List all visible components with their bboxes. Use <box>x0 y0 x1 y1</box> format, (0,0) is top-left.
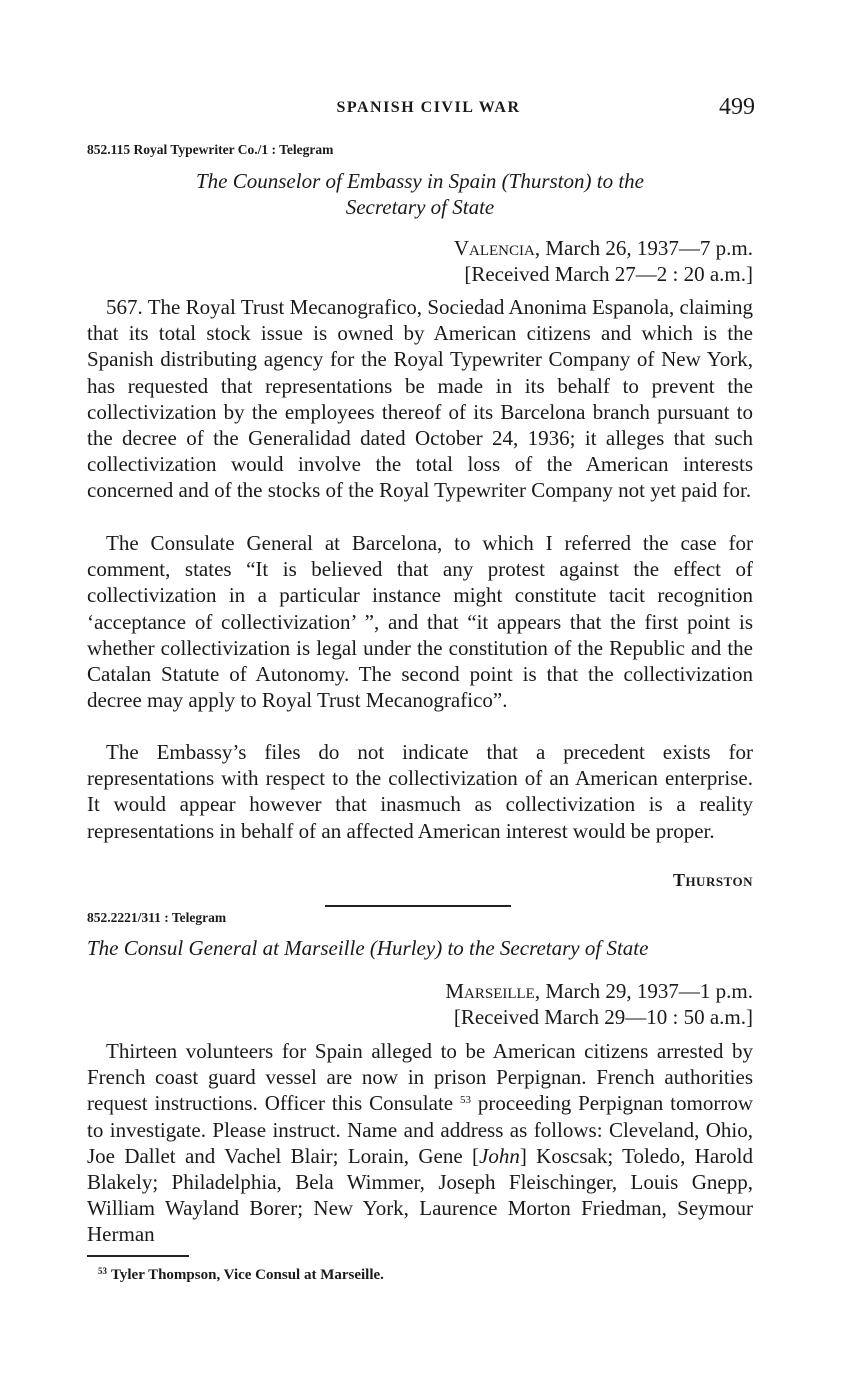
paragraph-2: The Consulate General at Barcelona, to which I referred the case for comment, states “It is believed that any protest against the effect of collectivization in a particular instance might constitute tacit recognition ‘acceptance of collectivization’ ”, and that “it appears that the first point is whether collectivization is legal under the constitution of the Republic and the Catalan Statute of Autonomy. The second point is that the collectivization decree may apply to Royal Trust Mecanografico”. <box>87 531 753 713</box>
footnote-text: Tyler Thompson, Vice Consul at Marseille. <box>111 1267 384 1283</box>
place-1: Valencia <box>453 236 535 260</box>
signature-1: Thurston <box>672 870 753 890</box>
document-heading-1 <box>87 168 753 220</box>
paragraph-3: The Embassy’s files do not indicate that a precedent exists for representations with respect to the collectivization of an American enterprise. It would appear however that inasmuch as collectivization is a reality representations in behalf of an affected American interest would be proper. <box>87 740 753 843</box>
paragraph-1: 567. The Royal Trust Mecanografico, Sociedad Anonima Espanola, claiming that its total stock issue is owned by American citizens and which is the Spanish distributing agency for the Royal Typewriter Company of New York, has requested that representations be made in its behalf to prevent the collectivization by the employees thereof of its Barcelona branch pursuant to the decree of the Generalidad dated October 24, 1936; it alleges that such collectivization would involve the total loss of the American interests concerned and of the stocks of the Royal Typewriter Company not yet paid for. <box>87 295 753 503</box>
footnote-mark: 53 <box>98 1266 107 1276</box>
document-heading-2: The Consul General at Marseille (Hurley) to the Secretary of State <box>87 936 649 960</box>
paragraph-4 <box>87 1038 753 1248</box>
dateline-2 <box>445 978 753 1030</box>
date-received-1: [Received March 27—2 : 20 a.m.] <box>464 262 753 286</box>
heading-line-1: The Counselor of Embassy in Spain (Thurston) to the <box>195 169 644 193</box>
dateline-1 <box>454 235 753 287</box>
running-title: SPANISH CIVIL WAR <box>336 99 521 116</box>
date-received-2: [Received March 29—10 : 50 a.m.] <box>453 1005 753 1029</box>
paragraph-4-part-3: ] Koscsak; Toledo, Harold Blakely; Philadelphia, Bela Wimmer, Joseph Fleischinger, Louis Gnepp, William Wayland Borer; New York, Laurence Morton Friedman, Seymour Herman <box>87 1143 753 1247</box>
place-2: Marseille <box>445 979 535 1003</box>
date-sent-text-2: , March 29, 1937—1 p.m. <box>534 979 753 1003</box>
footnote-divider <box>87 1255 189 1257</box>
footnote-reference[interactable]: 53 <box>460 1094 472 1107</box>
date-sent-2 <box>445 978 753 1004</box>
date-sent-1 <box>454 235 753 261</box>
file-reference-2: 852.2221/311 : Telegram <box>87 910 227 925</box>
file-reference-1: 852.115 Royal Typewriter Co./1 : Telegram <box>87 142 334 157</box>
section-divider <box>325 905 511 907</box>
bracketed-name: John <box>479 1143 520 1168</box>
paragraph-4-part-2: proceeding Perpignan tomorrow to investigate. Please instruct. Name and address as follows: Cleveland, Ohio, Joe Dallet and Vachel Blair; Lorain, Gene [ <box>87 1091 753 1168</box>
paragraph-4-part-1: Thirteen volunteers for Spain alleged to be American citizens arrested by French coast guard vessel are now in prison Perpignan. French authorities request instructions. Officer this Consulate <box>87 1039 753 1116</box>
date-sent-text-1: , March 26, 1937—7 p.m. <box>534 236 753 260</box>
footnote <box>98 1266 384 1284</box>
page-number: 499 <box>719 94 755 120</box>
heading-line-2: Secretary of State <box>345 195 495 219</box>
